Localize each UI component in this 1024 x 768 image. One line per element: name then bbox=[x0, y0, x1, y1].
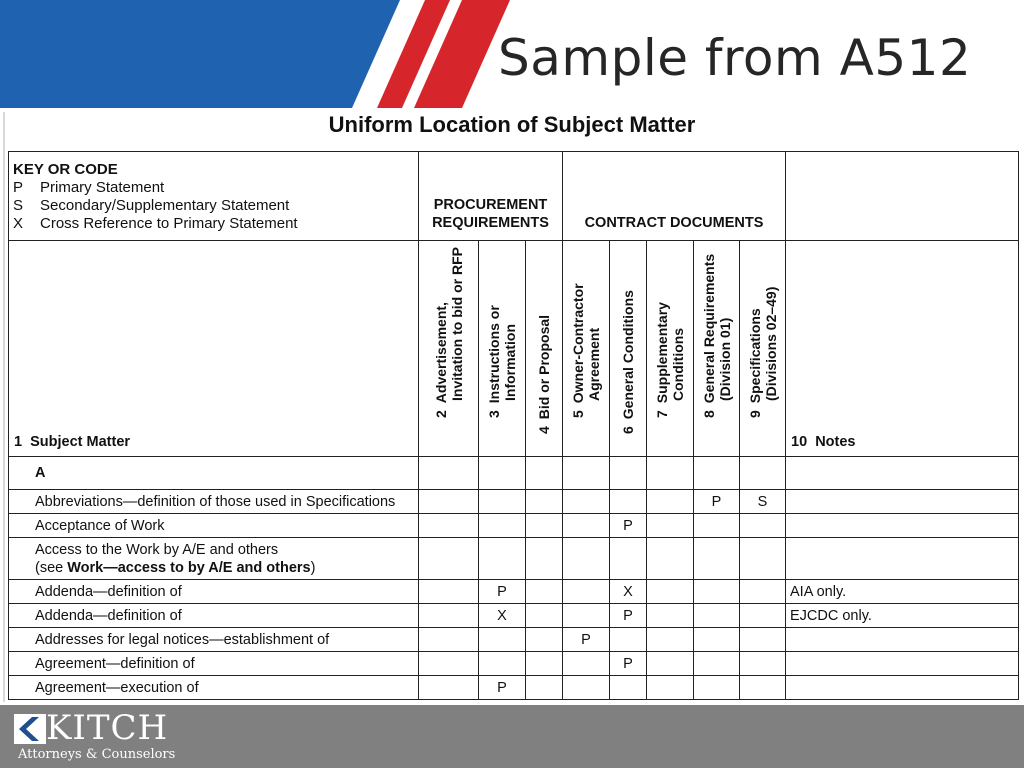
col-header-supplementary: 7Supplementary Conditions bbox=[647, 241, 694, 457]
key-item bbox=[13, 179, 414, 197]
table-cell bbox=[526, 538, 563, 580]
table-cell bbox=[740, 538, 786, 580]
row-subject: Addenda—definition of bbox=[9, 580, 419, 604]
col-header-agreement: 5Owner-Contractor Agreement bbox=[563, 241, 610, 457]
row-note bbox=[786, 652, 1019, 676]
row-note bbox=[786, 538, 1019, 580]
table-cell bbox=[610, 628, 647, 652]
banner-blue-shape bbox=[0, 0, 400, 108]
key-code: S bbox=[13, 197, 24, 214]
table-cell bbox=[419, 580, 479, 604]
table-cell bbox=[694, 457, 740, 490]
table-cell bbox=[740, 457, 786, 490]
footer-bar bbox=[0, 705, 1024, 768]
key-label: Cross Reference to Primary Statement bbox=[40, 215, 298, 232]
table-cell bbox=[610, 538, 647, 580]
table-cell bbox=[740, 580, 786, 604]
table-cell bbox=[479, 514, 526, 538]
row-note: AIA only. bbox=[786, 580, 1019, 604]
col-header-general-requirements: 8General Requirements (Division 01) bbox=[694, 241, 740, 457]
section-letter: A bbox=[9, 457, 419, 490]
table-row bbox=[9, 538, 1019, 580]
table-cell bbox=[419, 676, 479, 700]
row-subject: Agreement—definition of bbox=[9, 652, 419, 676]
table-cell bbox=[694, 580, 740, 604]
table-cell bbox=[563, 490, 610, 514]
table-cell bbox=[610, 457, 647, 490]
col-header-notes: 10 Notes bbox=[786, 241, 1019, 457]
kitch-logo-icon bbox=[14, 714, 46, 744]
table-cell bbox=[694, 652, 740, 676]
table-cell bbox=[526, 652, 563, 676]
table-cell bbox=[563, 514, 610, 538]
row-subject: Agreement—execution of bbox=[9, 676, 419, 700]
col-header-subject: 1 Subject Matter bbox=[9, 241, 419, 457]
table-cell bbox=[419, 628, 479, 652]
table-cell bbox=[419, 514, 479, 538]
table-row bbox=[9, 652, 1019, 676]
table-cell bbox=[740, 604, 786, 628]
table-row bbox=[9, 604, 1019, 628]
section-row bbox=[9, 457, 1019, 490]
key-item bbox=[13, 215, 414, 233]
table-cell bbox=[479, 628, 526, 652]
table-cell bbox=[647, 490, 694, 514]
contract-group-header bbox=[563, 152, 786, 241]
table-cell bbox=[694, 676, 740, 700]
table-cell: P bbox=[563, 628, 610, 652]
key-item bbox=[13, 197, 414, 215]
table-row bbox=[9, 628, 1019, 652]
logo-name: KITCH bbox=[46, 708, 169, 748]
table-cell: X bbox=[610, 580, 647, 604]
table-cell bbox=[647, 580, 694, 604]
table-cell bbox=[694, 514, 740, 538]
table-cell: P bbox=[479, 580, 526, 604]
table-cell bbox=[526, 580, 563, 604]
col-header-advertisement: 2Advertisement, Invitation to bid or RFP bbox=[419, 241, 479, 457]
contract-label: CONTRACT DOCUMENTS bbox=[584, 215, 764, 231]
procurement-group-header bbox=[419, 152, 563, 241]
table-cell: S bbox=[740, 490, 786, 514]
row-note bbox=[786, 676, 1019, 700]
table-cell bbox=[479, 457, 526, 490]
table-cell: P bbox=[610, 514, 647, 538]
table-cell bbox=[740, 514, 786, 538]
table-cell bbox=[610, 676, 647, 700]
table-cell bbox=[419, 604, 479, 628]
table-cell bbox=[647, 538, 694, 580]
row-note bbox=[786, 490, 1019, 514]
procurement-label-2: REQUIREMENTS bbox=[432, 215, 549, 231]
row-subject: Access to the Work by A/E and others (see Work—access to by A/E and others) bbox=[9, 538, 419, 580]
subject-matter-table bbox=[8, 151, 1019, 700]
table-cell bbox=[563, 580, 610, 604]
document-title: Uniform Location of Subject Matter bbox=[328, 112, 696, 137]
table-cell bbox=[526, 514, 563, 538]
procurement-label-1: PROCUREMENT bbox=[433, 197, 548, 213]
table-cell bbox=[526, 676, 563, 700]
notes-group-header bbox=[786, 152, 1019, 241]
row-subject: Acceptance of Work bbox=[9, 514, 419, 538]
table-cell bbox=[526, 490, 563, 514]
key-code: P bbox=[13, 179, 24, 196]
table-cell: X bbox=[479, 604, 526, 628]
key-label: Secondary/Supplementary Statement bbox=[40, 197, 290, 214]
table-cell bbox=[419, 490, 479, 514]
table-cell bbox=[647, 628, 694, 652]
col-header-bid: 4Bid or Proposal bbox=[526, 241, 563, 457]
table-cell bbox=[479, 652, 526, 676]
table-cell bbox=[526, 628, 563, 652]
table-row bbox=[9, 490, 1019, 514]
table-cell: P bbox=[479, 676, 526, 700]
row-note: EJCDC only. bbox=[786, 604, 1019, 628]
table-header-row bbox=[9, 152, 1019, 241]
row-note bbox=[786, 628, 1019, 652]
col-header-instructions: 3Instructions or Information bbox=[479, 241, 526, 457]
table-cell bbox=[563, 652, 610, 676]
table-cell bbox=[694, 538, 740, 580]
table-cell bbox=[740, 652, 786, 676]
table-cell bbox=[647, 604, 694, 628]
table-row bbox=[9, 580, 1019, 604]
table-cell bbox=[647, 676, 694, 700]
table-cell bbox=[563, 457, 610, 490]
table-cell bbox=[479, 490, 526, 514]
table-cell bbox=[610, 490, 647, 514]
table-cell bbox=[419, 538, 479, 580]
table-cell bbox=[786, 457, 1019, 490]
col-header-general-conditions: 6General Conditions bbox=[610, 241, 647, 457]
table-row bbox=[9, 676, 1019, 700]
table-cell bbox=[740, 628, 786, 652]
table-cell bbox=[694, 604, 740, 628]
table-cell bbox=[419, 457, 479, 490]
table-row bbox=[9, 514, 1019, 538]
row-note bbox=[786, 514, 1019, 538]
table-cell bbox=[647, 514, 694, 538]
table-cell bbox=[647, 457, 694, 490]
key-code: X bbox=[13, 215, 24, 232]
table-cell bbox=[419, 652, 479, 676]
table-cell bbox=[647, 652, 694, 676]
logo-tagline: Attorneys & Counselors bbox=[18, 747, 176, 762]
table-cell bbox=[526, 457, 563, 490]
key-label: Primary Statement bbox=[40, 179, 165, 196]
row-subject: Abbreviations—definition of those used in Specifications bbox=[9, 490, 419, 514]
table-cell bbox=[526, 604, 563, 628]
table-cell bbox=[563, 676, 610, 700]
key-heading: KEY OR CODE bbox=[13, 161, 118, 178]
table-cell bbox=[563, 538, 610, 580]
table-cell: P bbox=[610, 604, 647, 628]
table-cell bbox=[479, 538, 526, 580]
table-cell bbox=[740, 676, 786, 700]
row-subject: Addenda—definition of bbox=[9, 604, 419, 628]
row-subject: Addresses for legal notices—establishment of bbox=[9, 628, 419, 652]
document-edge bbox=[3, 112, 5, 702]
table-cell bbox=[563, 604, 610, 628]
table-cell: P bbox=[694, 490, 740, 514]
table-cell bbox=[694, 628, 740, 652]
col-header-specifications: 9Specifications (Divisions 02–49) bbox=[740, 241, 786, 457]
column-header-row bbox=[9, 241, 1019, 457]
table-cell: P bbox=[610, 652, 647, 676]
slide-title: Sample from A512 bbox=[498, 29, 972, 87]
key-legend bbox=[9, 152, 419, 241]
